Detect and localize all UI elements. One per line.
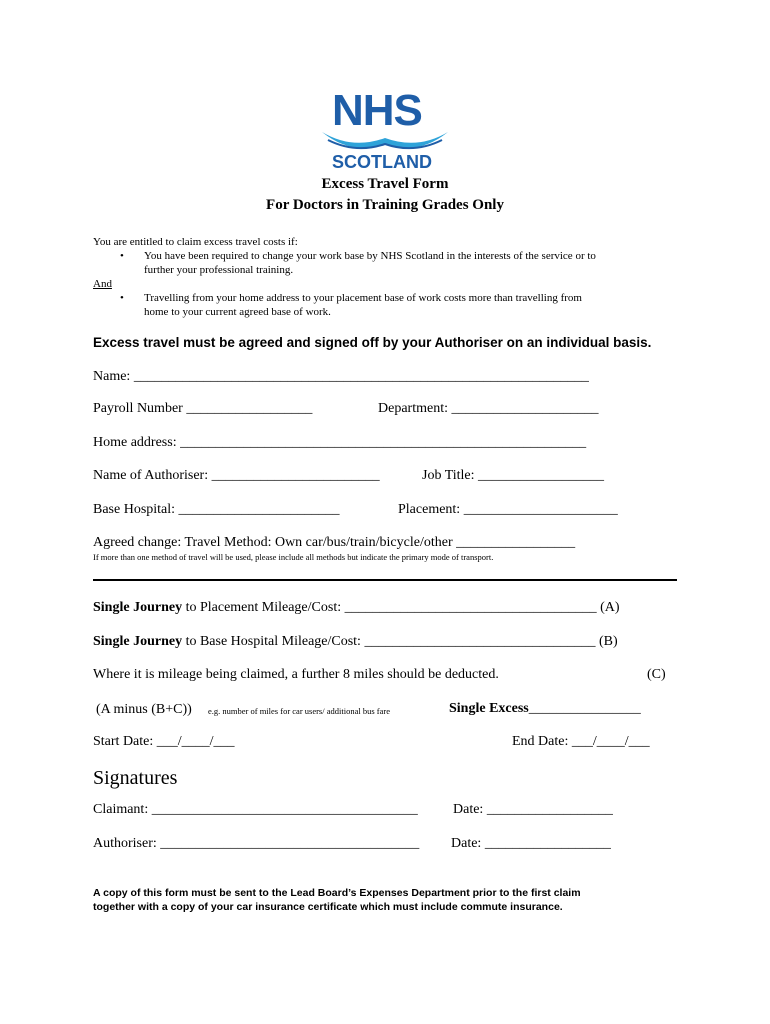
claimant-signature-field[interactable]: Claimant: ______________________________________	[93, 802, 418, 817]
logo-nhs-text: NHS	[332, 86, 422, 135]
single-excess-label: Single Excess	[449, 701, 529, 716]
logo-wave-icon	[318, 130, 452, 152]
bullet2-line1: Travelling from your home address to your placement base of work costs more than travelling from	[144, 292, 582, 304]
home-address-field[interactable]: Home address: __________________________________________________________	[93, 435, 587, 450]
agreed-change-field[interactable]: Agreed change: Travel Method: Own car/bus/train/bicycle/other _________________	[93, 535, 576, 550]
department-field[interactable]: Department: _____________________	[378, 401, 599, 416]
bullet-dot-1: •	[120, 250, 124, 262]
bullet-dot-2: •	[120, 292, 124, 304]
form-title: Excess Travel Form	[321, 176, 449, 192]
job-title-field[interactable]: Job Title: __________________	[422, 468, 605, 483]
authoriser-notice: Excess travel must be agreed and signed off by your Authoriser on an individual basis.	[93, 335, 652, 350]
single-journey-label-b: Single Journey	[93, 634, 183, 649]
bullet1-line2: further your professional training.	[144, 264, 294, 276]
deduction-label-c: (C)	[647, 667, 666, 682]
section-divider	[93, 579, 677, 581]
travel-method-note: If more than one method of travel will be used, please include all methods but indicate the primary mode of transport.	[93, 552, 494, 562]
authoriser-name-field[interactable]: Name of Authoriser: ________________________	[93, 468, 380, 483]
base-mileage-text: to Base Hospital Mileage/Cost: _________________________________ (B)	[182, 634, 618, 649]
and-label: And	[93, 278, 112, 290]
placement-mileage-text: to Placement Mileage/Cost: ____________________________________ (A)	[182, 600, 620, 615]
bullet1-line1: You have been required to change your work base by NHS Scotland in the interests of the service or to	[144, 250, 596, 262]
placement-field[interactable]: Placement: ______________________	[398, 502, 618, 517]
base-hospital-field[interactable]: Base Hospital: _______________________	[93, 502, 340, 517]
bullet2-line2: home to your current agreed base of work.	[144, 306, 331, 318]
payroll-field[interactable]: Payroll Number __________________	[93, 401, 313, 416]
name-field[interactable]: Name: _________________________________________________________________	[93, 369, 589, 384]
mileage-deduction-text: Where it is mileage being claimed, a further 8 miles should be deducted.	[93, 667, 499, 682]
start-date-field[interactable]: Start Date: ___/____/___	[93, 734, 235, 749]
single-journey-placement-field[interactable]	[93, 600, 620, 616]
end-date-field[interactable]: End Date: ___/____/___	[512, 734, 650, 749]
single-excess-field[interactable]	[449, 701, 641, 717]
form-subtitle: For Doctors in Training Grades Only	[266, 197, 504, 213]
authoriser-date-field[interactable]: Date: __________________	[451, 836, 611, 851]
authoriser-signature-field[interactable]: Authoriser: _____________________________________	[93, 836, 420, 851]
intro-lead: You are entitled to claim excess travel costs if:	[93, 236, 298, 248]
single-journey-base-field[interactable]	[93, 634, 618, 650]
footer-line2: together with a copy of your car insurance certificate which must include commute insurance.	[93, 901, 563, 913]
single-excess-line: ________________	[528, 701, 641, 716]
formula-text: (A minus (B+C))	[96, 702, 192, 717]
signatures-heading: Signatures	[93, 767, 178, 789]
claimant-date-field[interactable]: Date: __________________	[453, 802, 613, 817]
single-journey-label-a: Single Journey	[93, 600, 183, 615]
footer-line1: A copy of this form must be sent to the Lead Board’s Expenses Department prior to the first claim	[93, 887, 581, 899]
formula-note: e.g. number of miles for car users/ additional bus fare	[208, 706, 390, 716]
nhs-scotland-logo	[318, 86, 452, 178]
logo-scotland-text: SCOTLAND	[332, 152, 432, 172]
